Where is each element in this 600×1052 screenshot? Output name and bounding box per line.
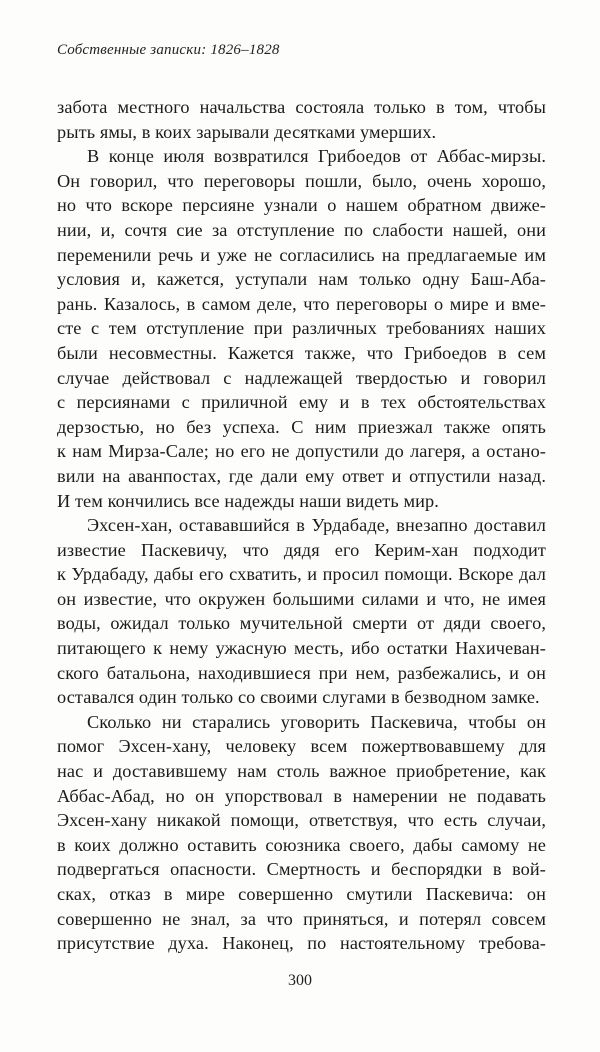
page-number: 300 <box>288 972 312 989</box>
text-line: сте с тем отступление при различных требованиях наших <box>57 318 546 339</box>
text-line: условия и, кажется, уступали нам только одну Баш-Аба- <box>57 269 546 290</box>
text-line: но что вскоре персияне узнали о нашем обратном движе- <box>57 195 546 216</box>
text-line: оставался один только со своими слугами в безводном замке. <box>57 687 540 708</box>
text-line: воды, ожидал только мучительной смерти от дяди своего, <box>57 613 546 634</box>
text-line: подвергаться опасности. Смертность и беспорядки в вой- <box>57 859 546 880</box>
text-body <box>57 95 546 956</box>
text-line: с персиянами с приличной ему и в тех обстоятельствах <box>57 392 546 413</box>
text-line: вили на аванпостах, где дали ему ответ и отпустили назад. <box>57 465 546 486</box>
text-line: Сколько ни старались уговорить Паскевича, чтобы он <box>87 711 546 732</box>
text-line: В конце июля возвратился Грибоедов от Аббас-мирзы. <box>87 146 546 167</box>
text-line: случае действовал с надлежащей твердостью и говорил <box>57 367 546 388</box>
text-line: нас и доставившему нам столь важное приобретение, как <box>57 761 546 782</box>
text-line: дерзостью, но без успеха. С ним приезжал также опять <box>57 416 546 437</box>
paragraph <box>57 95 546 144</box>
text-line: помог Эхсен-хану, человеку всем пожертвовавшему для <box>57 736 546 757</box>
text-line: нии, и, сочтя сие за отступление по слабости нашей, они <box>57 219 546 240</box>
paragraph <box>57 710 546 956</box>
text-line: известие Паскевичу, что дядя его Керим-хан подходит <box>57 539 546 560</box>
text-line: в коих должно оставить союзника своего, дабы самому не <box>57 834 546 855</box>
text-line: И тем кончились все надежды наши видеть мир. <box>57 490 439 511</box>
running-header: Собственные записки: 1826–1828 <box>57 42 280 58</box>
text-line: сках, отказ в мире совершенно смутили Паскевича: он <box>57 884 546 904</box>
text-line: ского батальона, находившиеся при нем, разбежались, и он <box>57 662 546 683</box>
text-line: забота местного начальства состояла только в том, чтобы <box>57 97 546 117</box>
paragraph <box>57 144 546 513</box>
text-line: совершенно не знал, за что приняться, и потерял совсем <box>57 908 546 929</box>
text-line: присутствие духа. Наконец, по настоятельному требова- <box>57 933 546 954</box>
text-line: переменили речь и уже не согласились на предлагаемые им <box>57 244 546 265</box>
text-line: он известие, что окружен большими силами и что, не имея <box>57 588 546 609</box>
text-line: к Урдабаду, дабы его схватить, и просил помощи. Вскоре дал <box>57 564 546 585</box>
text-line: были несовместны. Кажется также, что Грибоедов в сем <box>57 342 546 363</box>
text-line: Он говорил, что переговоры пошли, было, очень хорошо, <box>57 170 546 191</box>
text-line: к нам Мирза-Сале; но его не допустили до лагеря, а остано- <box>57 441 546 462</box>
paragraph <box>57 513 546 710</box>
text-line: рыть ямы, в коих зарывали десятками умерших. <box>57 121 437 142</box>
text-line: рань. Казалось, в самом деле, что переговоры о мире и вме- <box>57 293 546 314</box>
text-line: Эхсен-хан, остававшийся в Урдабаде, внезапно доставил <box>87 515 546 536</box>
text-line: питающего к нему ужасную месть, ибо остатки Нахичеван- <box>57 638 546 659</box>
text-line: Эхсен-хану никакой помощи, ответствуя, что есть случаи, <box>57 810 546 831</box>
text-line: Аббас-Абад, но он упорствовал в намерении не подавать <box>57 785 546 806</box>
